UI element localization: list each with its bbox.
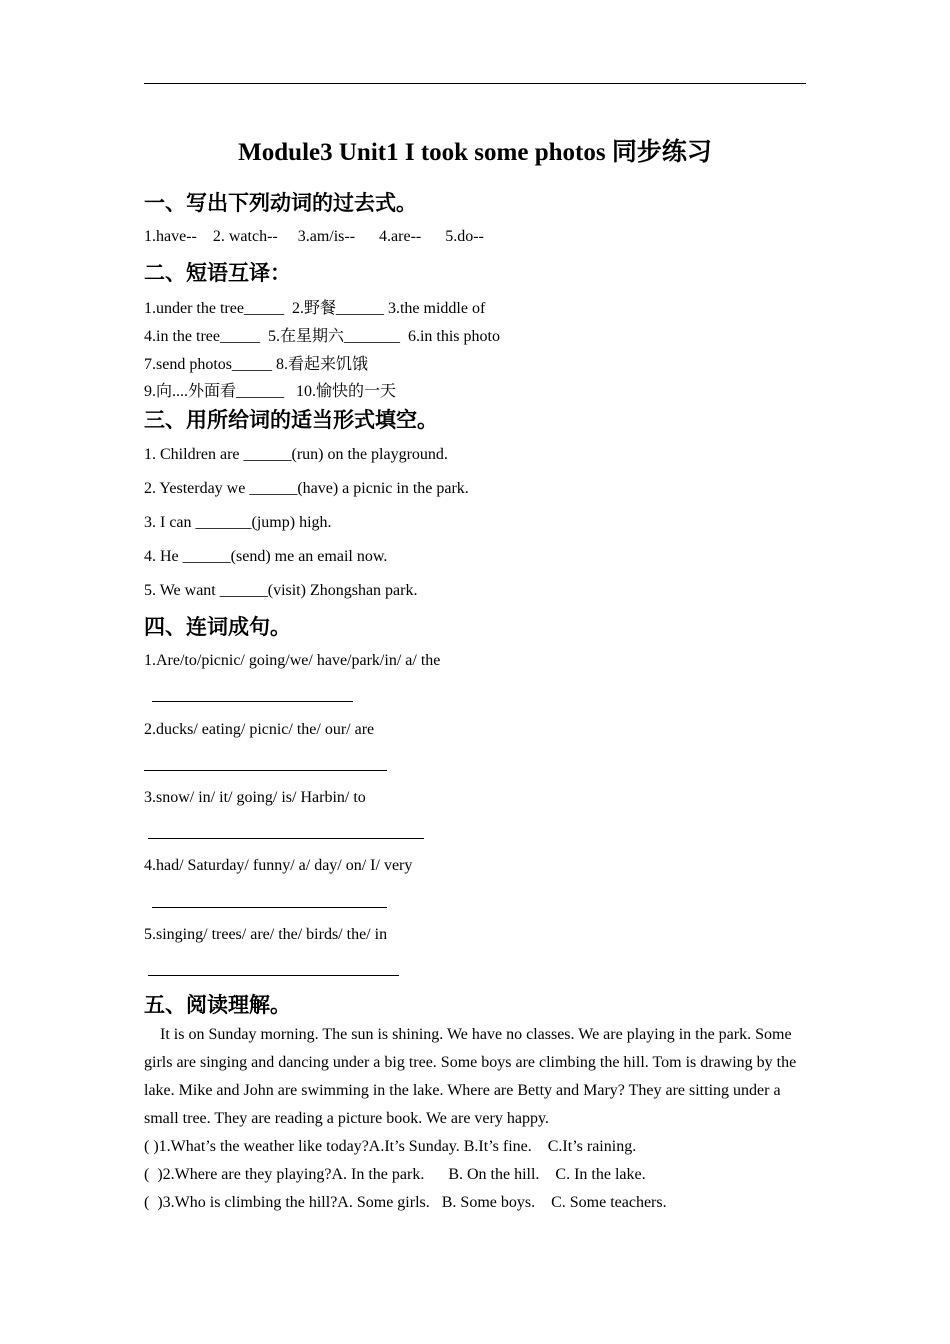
section-4-line-2: 2.ducks/ eating/ picnic/ the/ our/ are — [144, 721, 375, 738]
section-2-line-3: 7.send photos_____ 8.看起来饥饿 — [144, 356, 369, 373]
answer-blank-2[interactable] — [144, 770, 387, 771]
question-3: ( )3.Who is climbing the hill?A. Some girls. B. Some boys. C. Some teachers. — [144, 1194, 667, 1211]
answer-blank-3[interactable] — [148, 838, 424, 839]
section-4-line-5: 5.singing/ trees/ are/ the/ birds/ the/ in — [144, 926, 388, 943]
question-2: ( )2.Where are they playing?A. In the park. B. On the hill. C. In the lake. — [144, 1166, 646, 1183]
question-1: ( )1.What’s the weather like today?A.It’s Sunday. B.It’s fine. C.It’s raining. — [144, 1138, 637, 1155]
section-1-items: 1.have-- 2. watch-- 3.am/is-- 4.are-- 5.do-- — [144, 228, 484, 245]
reading-passage: It is on Sunday morning. The sun is shining. We have no classes. We are playing in the park. Some girls are singing and dancing under a big tree. Some boys are climbing the hill. Tom is drawing by the lake. Mike and John are swimming in the lake. Where are Betty and Mary? They are sitting under a small tree. They are reading a picture book. We are very happy. — [144, 1026, 797, 1127]
section-2-line-2: 4.in the tree_____ 5.在星期六_______ 6.in this photo — [144, 328, 500, 345]
section-3-line-2: 2. Yesterday we ______(have) a picnic in the park. — [144, 480, 469, 497]
section-3-line-1: 1. Children are ______(run) on the playground. — [144, 446, 448, 463]
section-4-line-4: 4.had/ Saturday/ funny/ a/ day/ on/ I/ very — [144, 857, 413, 874]
answer-blank-4[interactable] — [152, 907, 387, 908]
section-3-line-5: 5. We want ______(visit) Zhongshan park. — [144, 582, 418, 599]
section-3-heading: 三、用所给词的适当形式填空。 — [144, 408, 438, 432]
section-2-line-4: 9.向....外面看______ 10.愉快的一天 — [144, 383, 397, 400]
answer-blank-5[interactable] — [148, 975, 399, 976]
header-rule — [144, 83, 806, 84]
section-5-heading: 五、阅读理解。 — [144, 993, 291, 1017]
section-4-line-3: 3.snow/ in/ it/ going/ is/ Harbin/ to — [144, 789, 366, 806]
section-1-heading: 一、写出下列动词的过去式。 — [144, 191, 417, 215]
section-2-line-1: 1.under the tree_____ 2.野餐______ 3.the middle of — [144, 300, 486, 317]
section-4-heading: 四、连词成句。 — [144, 615, 291, 639]
section-2-heading: 二、短语互译： — [144, 261, 291, 285]
section-4-line-1: 1.Are/to/picnic/ going/we/ have/park/in/ a/ the — [144, 652, 441, 669]
section-3-line-4: 4. He ______(send) me an email now. — [144, 548, 388, 565]
answer-blank-1[interactable] — [152, 701, 353, 702]
section-3-line-3: 3. I can _______(jump) high. — [144, 514, 332, 531]
page-title: Module3 Unit1 I took some photos 同步练习 — [238, 139, 712, 166]
